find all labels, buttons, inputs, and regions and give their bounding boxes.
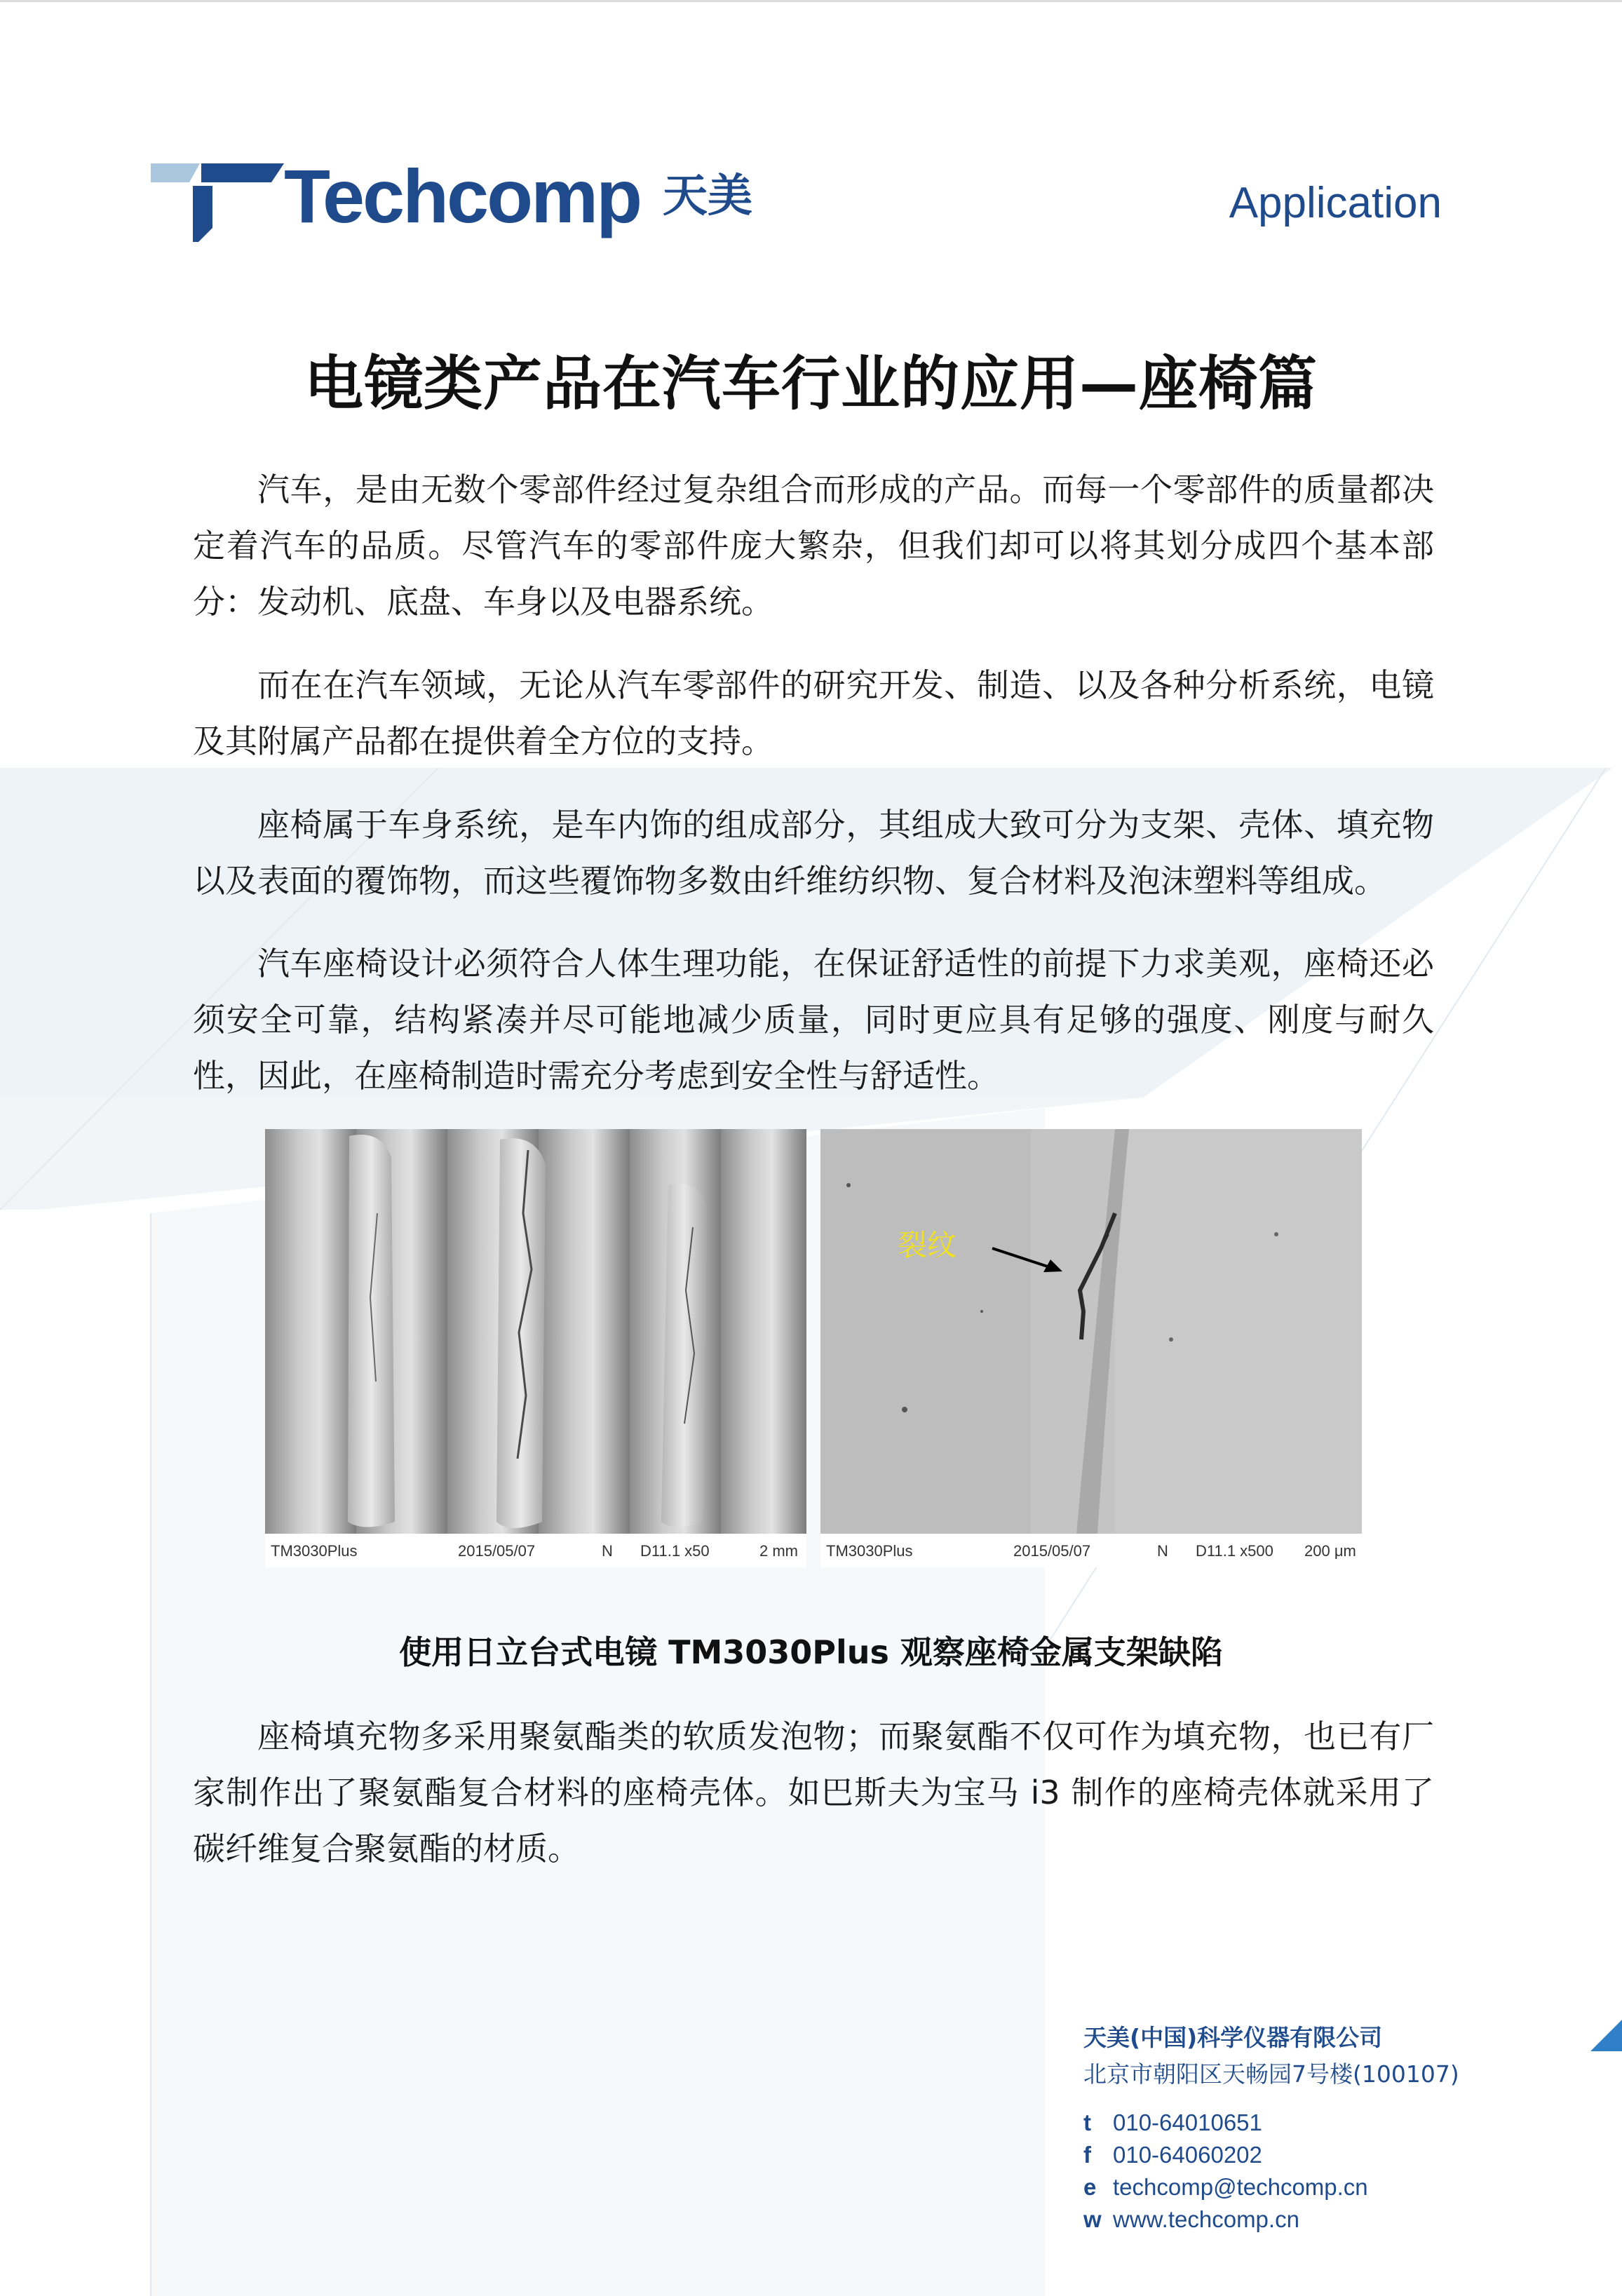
contact-key: f: [1083, 2142, 1091, 2168]
paragraph: 而在在汽车领域，无论从汽车零部件的研究开发、制造、以及各种分析系统，电镜及其附属产品都在提供着全方位的支持。: [193, 666, 1434, 760]
sem-image-high-mag: [820, 1129, 1362, 1567]
footer-contact: [1083, 2020, 1504, 2236]
crack-annotation-label: 裂纹: [898, 1228, 957, 1262]
email-link[interactable]: techcomp@techcomp.cn: [1113, 2174, 1368, 2200]
paragraph: 座椅属于车身系统，是车内饰的组成部分，其组成大致可分为支架、壳体、填充物以及表面的覆饰物，而这些覆饰物多数由纤维纺织物、复合材料及泡沫塑料等组成。: [193, 806, 1434, 900]
sem-scale: 200 μm: [1304, 1542, 1356, 1560]
paragraph: 汽车，是由无数个零部件经过复杂组合而形成的产品。而每一个零部件的质量都决定着汽车的品质。尽管汽车的零部件庞大繁杂，但我们却可以将其划分成四个基本部分：发动机、底盘、车身以及电器系统。: [193, 471, 1434, 621]
page-title: 电镜类产品在汽车行业的应用—座椅篇: [304, 349, 1318, 418]
techcomp-logo: [151, 151, 768, 245]
logo-mark: [151, 151, 284, 242]
contact-phone: [1083, 2107, 1504, 2139]
sem-image-low-mag: [265, 1129, 806, 1567]
section-label: Application: [1229, 179, 1442, 227]
contact-fax: [1083, 2139, 1504, 2171]
fax-number: 010-64060202: [1113, 2142, 1262, 2168]
phone-number: 010-64010651: [1113, 2109, 1262, 2135]
sem-info-bar: [820, 1534, 1362, 1567]
sem-mode: N: [1157, 1542, 1168, 1560]
company-name: 天美(中国)科学仪器有限公司: [1083, 2024, 1383, 2051]
contact-website[interactable]: [1083, 2203, 1504, 2236]
sem-scale: 2 mm: [759, 1542, 798, 1560]
figure-caption: 使用日立台式电镜 TM3030Plus 观察座椅金属支架缺陷: [399, 1633, 1223, 1671]
corner-triangle: [1590, 2020, 1622, 2051]
contact-key: e: [1083, 2174, 1097, 2200]
sem-micrograph-2: [820, 1129, 1362, 1534]
paragraph: 座椅填充物多采用聚氨酯类的软质发泡物；而聚氨酯不仅可作为填充物，也已有厂家制作出了聚氨酯复合材料的座椅壳体。如巴斯夫为宝马 i3 制作的座椅壳体就采用了碳纤维复合聚氨酯的材质。: [193, 1717, 1434, 1868]
contact-email[interactable]: [1083, 2171, 1504, 2203]
company-address: 北京市朝阳区天畅园7号楼(100107): [1083, 2060, 1459, 2088]
paragraph: 汽车座椅设计必须符合人体生理功能，在保证舒适性的前提下力求美观，座椅还必须安全可靠，结构紧凑并尽可能地减少质量，同时更应具有足够的强度、刚度与耐久性，因此，在座椅制造时需充分考虑到安全性与舒适性。: [193, 945, 1434, 1095]
sem-instrument: TM3030Plus: [271, 1542, 358, 1560]
contact-key: w: [1083, 2206, 1102, 2232]
sem-date: 2015/05/07: [1013, 1542, 1091, 1560]
sem-instrument: TM3030Plus: [826, 1542, 913, 1560]
sem-params: D11.1 x50: [640, 1542, 710, 1560]
sem-params: D11.1 x500: [1196, 1542, 1273, 1560]
website-link[interactable]: www.techcomp.cn: [1113, 2206, 1299, 2232]
logo-cn-text: 天美: [663, 170, 752, 222]
sem-date: 2015/05/07: [458, 1542, 536, 1560]
logo-text: Techcomp: [284, 154, 641, 238]
sem-micrograph-1: [265, 1129, 806, 1534]
sem-mode: N: [602, 1542, 613, 1560]
contact-key: t: [1083, 2109, 1091, 2135]
sem-info-bar: [265, 1534, 806, 1567]
